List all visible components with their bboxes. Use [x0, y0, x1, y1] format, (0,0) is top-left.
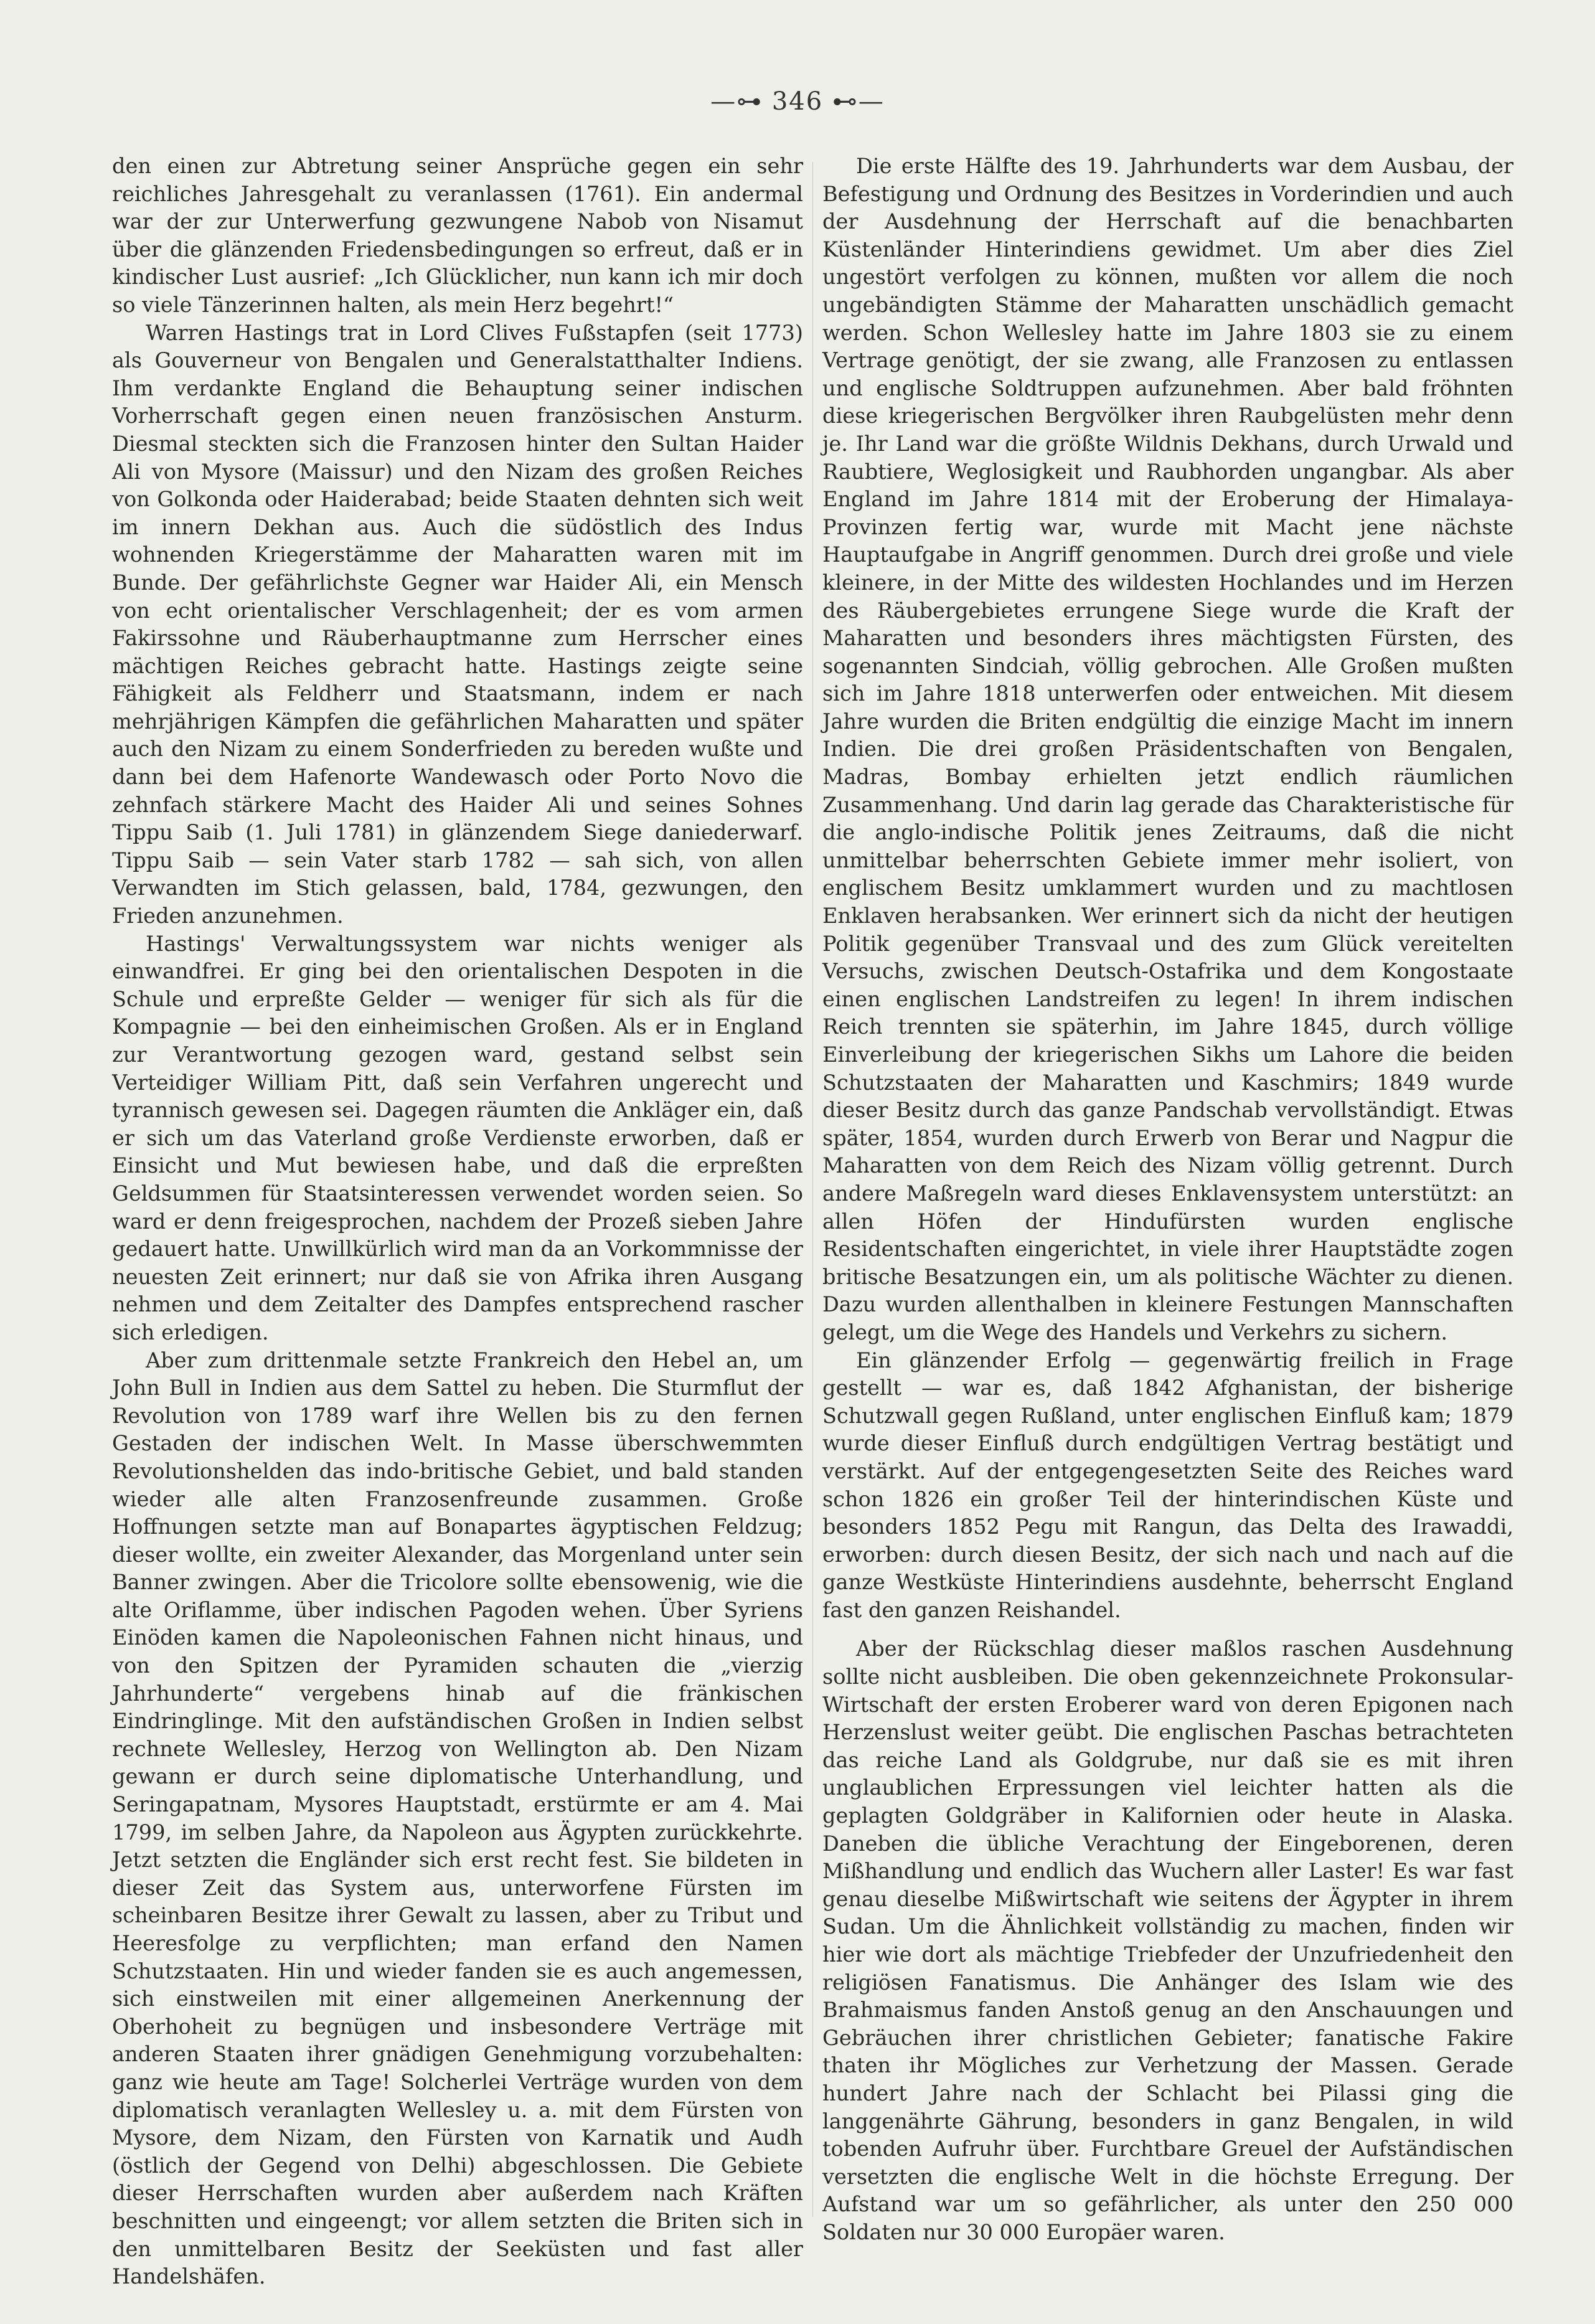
left-column [112, 153, 803, 2291]
paragraph: den einen zur Abtretung seiner Ansprüche gegen ein sehr reichliches Jahresgehalt zu veranlassen (1761). Ein andermal war der zur Unterwerfung gezwungene Nabob von Nisamut über die glänzenden Friedensbedingungen so erfreut, daß er in kindischer Lust ausrief: „Ich Glücklicher, nun kann ich mir doch so viele Tänzerinnen halten, als mein Herz begehrt!“ [112, 154, 803, 317]
paragraph: Aber der Rückschlag dieser maßlos raschen Ausdehnung sollte nicht ausbleiben. Die oben gekennzeichnete Prokonsular-Wirtschaft der ersten Eroberer ward von deren Epigonen nach Herzenslust weiter geübt. Die englischen Paschas betrachteten das reiche Land als Goldgrube, nur daß sie es mit ihren unglaublichen Erpressungen viel leichter hatten als die geplagten Goldgräber in Kalifornien oder heute in Alaska. Daneben die übliche Verachtung der Eingeborenen, deren Mißhandlung und endlich das Wuchern aller Laster! Es war fast genau dieselbe Mißwirtschaft wie seitens der Ägypter in ihrem Sudan. Um die Ähnlichkeit vollständig zu machen, finden wir hier wie dort als mächtige Triebfeder der Unzufriedenheit den religiösen Fanatismus. Die Anhänger des Islam wie des Brahmaismus fanden Anstoß genug an den Anschauungen und Gebräuchen ihrer christlichen Gebieter; fanatische Fakire thaten ihr Mögliches zur Verhetzung der Massen. Gerade hundert Jahre nach der Schlacht bei Pilassi ging die langgenährte Gährung, besonders in ganz Bengalen, in wild tobenden Aufruhr über. Furchtbare Greuel der Aufständischen versetzten die englische Welt in die höchste Erregung. Der Aufstand war um so gefährlicher, als unter den 250 000 Soldaten nur 30 000 Europäer waren. [822, 1637, 1513, 2244]
paragraph: Ein glänzender Erfolg — gegenwärtig freilich in Frage gestellt — war es, daß 1842 Afghanistan, der bisherige Schutzwall gegen Rußland, unter englischen Einfluß kam; 1879 wurde dieser Einfluß durch endgültigen Vertrag bestätigt und verstärkt. Auf der entgegengesetzten Seite des Reiches ward schon 1826 ein großer Teil der hinterindischen Küste und besonders 1852 Pegu mit Rangun, das Delta des Irawaddi, erworben: durch diesen Besitz, der sich nach und nach auf die ganze Westküste Hinterindiens ausdehnte, beherrscht England fast den ganzen Reishandel. [822, 1348, 1513, 1622]
paragraph: Warren Hastings trat in Lord Clives Fußstapfen (seit 1773) als Gouverneur von Bengalen und Generalstatthalter Indiens. Ihm verdankte England die Behauptung seiner indischen Vorherrschaft gegen einen neuen französischen Ansturm. Diesmal steckten sich die Franzosen hinter den Sultan Haider Ali von Mysore (Maissur) und den Nizam des großen Reiches von Golkonda oder Haiderabad; beide Staaten dehnten sich weit im innern Dekhan aus. Auch die südöstlich des Indus wohnenden Kriegerstämme der Maharatten waren mit im Bunde. Der gefährlichste Gegner war Haider Ali, ein Mensch von echt orientalischer Verschlagenheit; der es vom armen Fakirssohne und Räuberhauptmanne zum Herrscher eines mächtigen Reiches gebracht hatte. Hastings zeigte seine Fähigkeit als Feldherr und Staatsmann, indem er nach mehrjährigen Kämpfen die gefährlichen Maharatten und später auch den Nizam zu einem Sonderfrieden zu bereden wußte und dann bei dem Hafenorte Wandewasch oder Porto Novo die zehnfach stärkere Macht des Haider Ali und seines Sohnes Tippu Saib (1. Juli 1781) in glänzendem Siege daniederwarf. Tippu Saib — sein Vater starb 1782 — sah sich, von allen Verwandten im Stich gelassen, bald, 1784, gezwungen, den Frieden anzunehmen. [112, 320, 803, 928]
page-number: —⊶ 346 ⊷— [710, 87, 885, 116]
right-column [822, 153, 1513, 2247]
paragraph: Aber zum drittenmale setzte Frankreich den Hebel an, um John Bull in Indien aus dem Sattel zu heben. Die Sturmflut der Revolution von 1789 warf ihre Wellen bis zu den fernen Gestaden der indischen Welt. In Masse überschwemmten Revolutionshelden das indo-britische Gebiet, und bald standen wieder alle alten Franzosenfreunde zusammen. Große Hoffnungen setzte man auf Bonapartes ägyptischen Feldzug; dieser wollte, ein zweiter Alexander, das Morgenland unter sein Banner zwingen. Aber die Tricolore sollte ebensowenig, wie die alte Oriflamme, über indischen Pagoden wehen. Über Syriens Einöden kamen die Napoleonischen Fahnen nicht hinaus, und von den Spitzen der Pyramiden schauten die „vierzig Jahrhunderte“ vergebens hinab auf die fränkischen Eindringlinge. Mit den aufständischen Großen in Indien selbst rechnete Wellesley, Herzog von Wellington ab. Den Nizam gewann er durch seine diplomatische Unterhandlung, und Seringapatnam, Mysores Hauptstadt, erstürmte er am 4. Mai 1799, im selben Jahre, da Napoleon aus Ägypten zurückkehrte. Jetzt setzten die Engländer sich erst recht fest. Sie bildeten in dieser Zeit das System aus, unterworfene Fürsten im scheinbaren Besitze ihrer Gewalt zu lassen, aber zu Tribut und Heeresfolge zu verpflichten; man erfand den Namen Schutzstaaten. Hin und wieder fanden sie es auch angemessen, sich einstweilen mit einer allgemeinen Anerkennung der Oberhoheit zu begnügen und insbesondere Verträge mit anderen Staaten ihrer gnädigen Genehmigung vorzubehalten: ganz wie heute am Tage! Solcherlei Verträge wurden von dem diplomatisch veranlagten Wellesley u. a. mit dem Fürsten von Mysore, dem Nizam, den Fürsten von Karnatik und Audh (östlich der Gegend von Delhi) abgeschlossen. Die Gebiete dieser Herrschaften wurden aber außerdem nach Kräften beschnitten und eingeengt; vor allem setzten die Briten sich in den unmittelbaren Besitz der Seeküsten und fast aller Handelshäfen. [112, 1348, 803, 2289]
paragraph: Die erste Hälfte des 19. Jahrhunderts war dem Ausbau, der Befestigung und Ordnung des Besitzes in Vorderindien und auch der Ausdehnung der Herrschaft auf die benachbarten Küstenländer Hinterindiens gewidmet. Um aber dies Ziel ungestört verfolgen zu können, mußten vor allem die noch ungebändigten Stämme der Maharatten unschädlich gemacht werden. Schon Wellesley hatte im Jahre 1803 sie zu einem Vertrage genötigt, der sie zwang, alle Franzosen zu entlassen und englische Soldtruppen aufzunehmen. Aber bald fröhnten diese kriegerischen Bergvölker ihren Raubgelüsten mehr denn je. Ihr Land war die größte Wildnis Dekhans, durch Urwald und Raubtiere, Weglosigkeit und Raubhorden ungangbar. Als aber England im Jahre 1814 mit der Eroberung der Himalaya-Provinzen fertig war, wurde mit Macht jene nächste Hauptaufgabe in Angriff genommen. Durch drei große und viele kleinere, in der Mitte des wildesten Hochlandes und im Herzen des Räubergebietes errungene Siege wurde die Kraft der Maharatten und besonders ihres mächtigsten Fürsten, des sogenannten Sindciah, völlig gebrochen. Alle Großen mußten sich im Jahre 1818 unterwerfen oder entweichen. Mit diesem Jahre wurden die Briten endgültig die einzige Macht im innern Indien. Die drei großen Präsidentschaften von Bengalen, Madras, Bombay erhielten jetzt endlich räumlichen Zusammenhang. Und darin lag gerade das Charakteristische für die anglo-indische Politik jenes Zeitraums, daß die nicht unmittelbar beherrschten Gebiete immer mehr isoliert, von englischem Besitz umklammert wurden und zu machtlosen Enklaven herabsanken. Wer erinnert sich da nicht der heutigen Politik gegenüber Transvaal und des zum Glück vereitelten Versuchs, zwischen Deutsch-Ostafrika und dem Kongostaate einen englischen Landstreifen zu legen! In ihrem indischen Reich trennten sie späterhin, im Jahre 1845, durch völlige Einverleibung der kriegerischen Sikhs um Lahore die beiden Schutzstaaten der Maharatten und Kaschmirs; 1849 wurde dieser Besitz durch das ganze Pandschab vervollständigt. Etwas später, 1854, wurden durch Erwerb von Berar und Nagpur die Maharatten von dem Reich des Nizam völlig getrennt. Durch andere Maßregeln ward dieses Enklavensystem unterstützt: an allen Höfen der Hindufürsten wurden englische Residentschaften eingerichtet, in viele ihrer Hauptstädte zogen britische Besatzungen ein, um als politische Wächter zu dienen. Dazu wurden allenthalben in kleinere Festungen Mannschaften gelegt, um die Wege des Handels und Verkehrs zu sichern. [822, 154, 1513, 1344]
column-divider [812, 162, 813, 2217]
paragraph: Hastings' Verwaltungssystem war nichts weniger als einwandfrei. Er ging bei den orientalischen Despoten in die Schule und erpreßte Gelder — weniger für sich als für die Kompagnie — bei den einheimischen Großen. Als er in England zur Verantwortung gezogen ward, gestand selbst sein Verteidiger William Pitt, daß sein Verfahren ungerecht und tyrannisch gewesen sei. Dagegen räumten die Ankläger ein, daß er sich um das Vaterland große Verdienste erworben, daß er Einsicht und Mut bewiesen habe, und daß die erpreßten Geldsummen für Staatsinteressen verwendet worden seien. So ward er denn freigesprochen, nachdem der Prozeß sieben Jahre gedauert hatte. Unwillkürlich wird man da an Vorkommnisse der neuesten Zeit erinnert; nur daß sie von Afrika ihren Ausgang nehmen und dem Zeitalter des Dampfes entsprechend rascher sich erledigen. [112, 931, 803, 1344]
